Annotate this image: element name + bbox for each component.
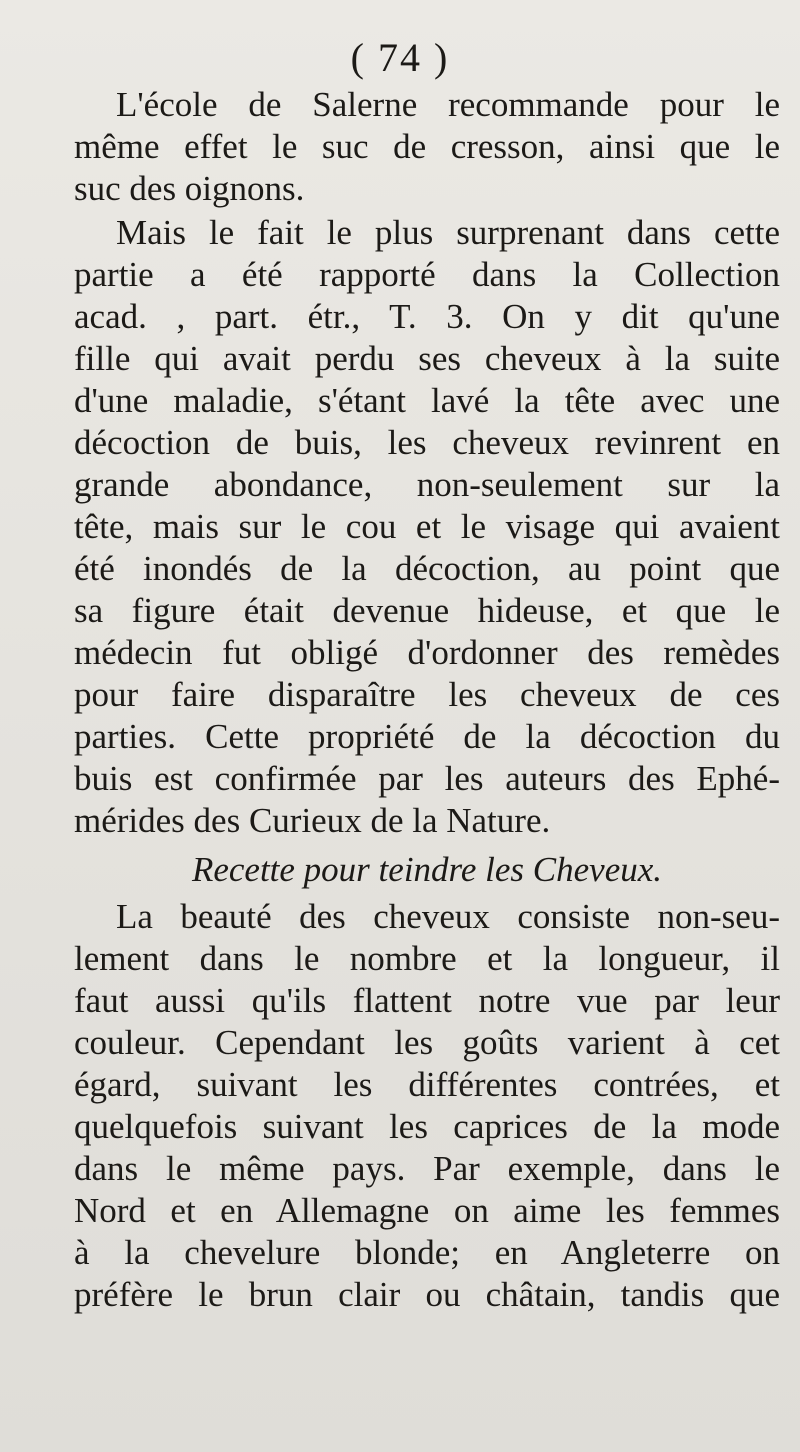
text-line: couleur. Cependant les goûts varient à cet xyxy=(74,1023,780,1062)
section-heading: Recette pour teindre les Cheveux. xyxy=(191,850,663,889)
text-line: préfère le brun clair ou châtain, tandis que xyxy=(74,1275,780,1314)
paragraph-2 xyxy=(74,212,780,842)
text-line: buis est confirmée par les auteurs des Ephé- xyxy=(74,759,780,798)
text-line: quelquefois suivant les caprices de la mode xyxy=(74,1107,780,1146)
page-number: ( 74 ) xyxy=(350,35,450,80)
text-line: faut aussi qu'ils flattent notre vue par leur xyxy=(74,981,780,1020)
text-line: tête, mais sur le cou et le visage qui avaient xyxy=(74,507,780,546)
text-line: lement dans le nombre et la longueur, il xyxy=(74,939,780,978)
text-line: grande abondance, non-seulement sur la xyxy=(74,465,780,504)
text-line: décoction de buis, les cheveux revinrent en xyxy=(74,423,780,462)
text-line: fille qui avait perdu ses cheveux à la suite xyxy=(74,339,780,378)
text-line: dans le même pays. Par exemple, dans le xyxy=(74,1149,780,1188)
text-line: à la chevelure blonde; en Angleterre on xyxy=(74,1233,780,1272)
text-line: sa figure était devenue hideuse, et que le xyxy=(74,591,780,630)
text-block xyxy=(74,84,780,1316)
text-line: parties. Cette propriété de la décoction du xyxy=(74,717,780,756)
text-line: Mais le fait le plus surprenant dans cette xyxy=(116,213,780,252)
text-line: acad. , part. étr., T. 3. On y dit qu'une xyxy=(74,297,780,336)
text-line: été inondés de la décoction, au point que xyxy=(74,549,780,588)
text-line: Nord et en Allemagne on aime les femmes xyxy=(74,1191,780,1230)
text-line: pour faire disparaître les cheveux de ces xyxy=(74,675,780,714)
text-line: La beauté des cheveux consiste non-seu- xyxy=(116,897,780,936)
text-line: d'une maladie, s'étant lavé la tête avec une xyxy=(74,381,780,420)
text-line: suc des oignons. xyxy=(74,169,305,208)
paragraph-3 xyxy=(74,896,780,1316)
text-line: L'école de Salerne recommande pour le xyxy=(116,85,780,124)
text-line: médecin fut obligé d'ordonner des remèdes xyxy=(74,633,780,672)
paragraph-1 xyxy=(74,84,780,210)
text-line: même effet le suc de cresson, ainsi que le xyxy=(74,127,780,166)
text-line: mérides des Curieux de la Nature. xyxy=(74,801,551,840)
text-line: égard, suivant les différentes contrées, et xyxy=(74,1065,780,1104)
text-line: partie a été rapporté dans la Collection xyxy=(74,255,780,294)
